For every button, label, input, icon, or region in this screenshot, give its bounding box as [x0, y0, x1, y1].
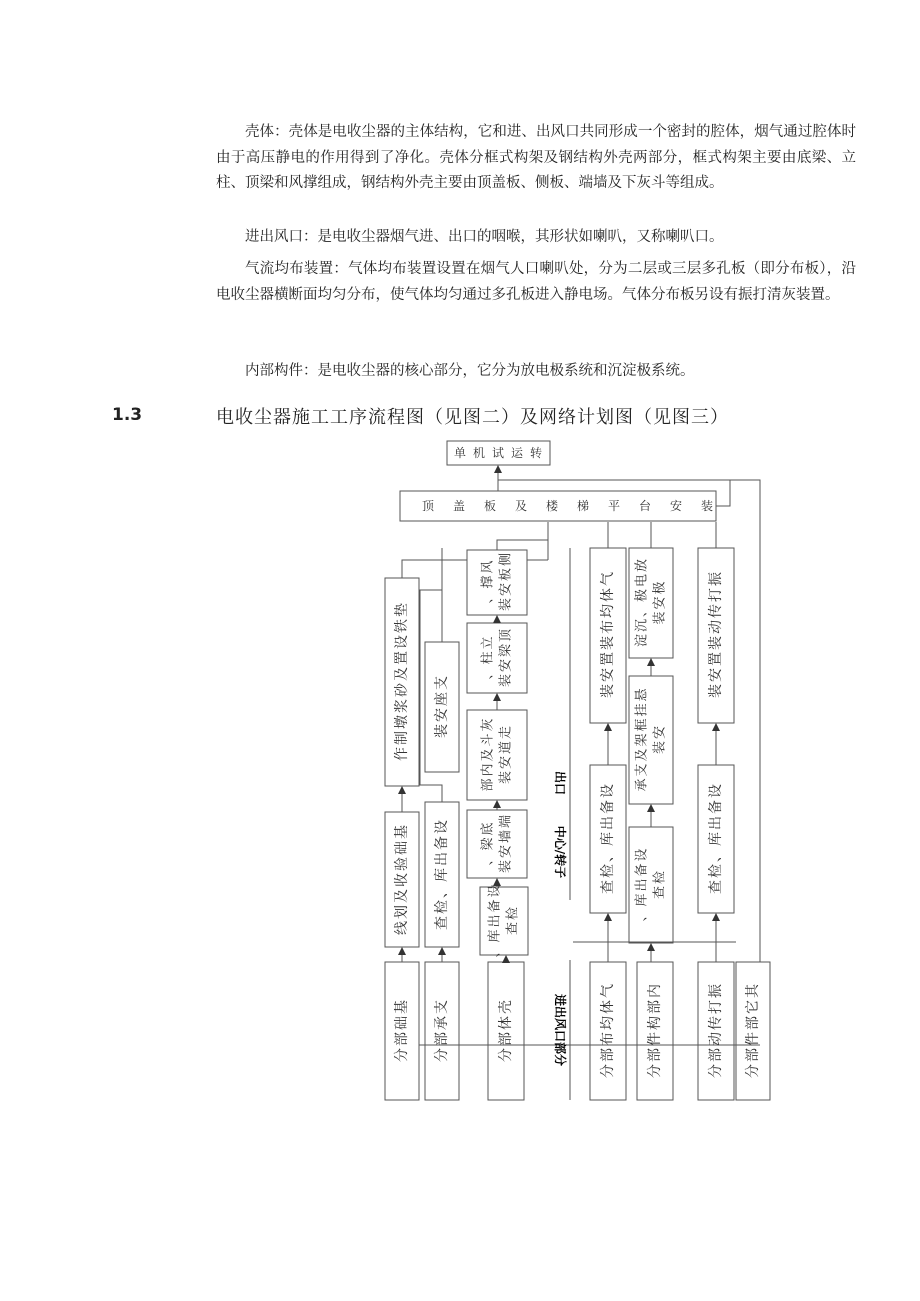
box-internal	[637, 962, 673, 1100]
svg-text:支: 支	[434, 676, 450, 690]
svg-text:传: 传	[708, 1016, 724, 1030]
svg-text:出: 出	[434, 852, 450, 866]
svg-text:斗: 斗	[480, 733, 496, 747]
svg-text:盖: 盖	[452, 499, 466, 513]
box-support	[425, 962, 459, 1100]
text-col5-inspect-a	[634, 848, 650, 921]
box-rapping	[698, 962, 734, 1100]
svg-text:设: 设	[434, 820, 450, 834]
svg-text:传: 传	[708, 604, 724, 618]
svg-text:、: 、	[434, 884, 450, 898]
text-col3-s1-a	[480, 822, 496, 865]
svg-text:风: 风	[480, 560, 496, 574]
svg-text:架: 架	[634, 733, 650, 747]
svg-text:支: 支	[434, 1000, 450, 1014]
svg-text:台: 台	[638, 499, 652, 513]
svg-text:及: 及	[394, 889, 410, 903]
svg-text:灰: 灰	[480, 718, 496, 732]
svg-text:置: 置	[600, 652, 616, 666]
svg-text:安: 安	[498, 658, 514, 673]
svg-text:打: 打	[708, 1000, 724, 1014]
svg-text:检: 检	[505, 906, 521, 921]
svg-text:部: 部	[745, 1048, 761, 1062]
svg-text:查: 查	[434, 916, 450, 930]
svg-text:库: 库	[487, 929, 503, 943]
svg-text:放: 放	[634, 558, 650, 573]
svg-text:出: 出	[708, 816, 724, 830]
svg-text:划: 划	[394, 905, 410, 919]
text-col3-inspect-b	[505, 907, 521, 935]
svg-text:楼: 楼	[545, 499, 559, 513]
svg-text:安: 安	[652, 596, 668, 610]
svg-text:分: 分	[394, 1048, 410, 1062]
svg-text:出: 出	[634, 878, 650, 892]
svg-text:铁: 铁	[394, 619, 410, 633]
svg-text:查: 查	[600, 880, 616, 894]
svg-text:分: 分	[600, 1064, 616, 1078]
svg-text:电: 电	[634, 573, 650, 588]
svg-text:及: 及	[634, 748, 650, 762]
svg-text:板: 板	[498, 567, 514, 582]
svg-text:部: 部	[434, 1032, 450, 1046]
svg-text:、: 、	[634, 603, 650, 618]
svg-text:分: 分	[708, 1064, 724, 1078]
svg-text:体: 体	[498, 1016, 514, 1030]
svg-text:气: 气	[600, 984, 616, 998]
svg-text:体: 体	[600, 588, 616, 602]
svg-text:动: 动	[708, 620, 724, 634]
text-col3-s3-a	[480, 636, 496, 679]
svg-text:装: 装	[600, 684, 616, 698]
svg-text:壳: 壳	[498, 1000, 514, 1014]
svg-text:分: 分	[434, 1048, 450, 1062]
svg-text:侧: 侧	[498, 552, 514, 567]
svg-text:试: 试	[491, 446, 505, 460]
svg-text:均: 均	[600, 1016, 616, 1030]
text-col3-s3-b	[498, 628, 514, 687]
svg-text:础: 础	[394, 1016, 410, 1030]
svg-text:置: 置	[708, 652, 724, 666]
svg-text:梁: 梁	[480, 837, 496, 851]
svg-text:柱: 柱	[480, 651, 496, 665]
svg-text:备: 备	[487, 899, 503, 913]
svg-text:置: 置	[394, 651, 410, 665]
svg-text:打: 打	[708, 588, 724, 602]
text-col5-s1-b	[652, 726, 668, 754]
svg-text:顶: 顶	[498, 628, 514, 643]
paragraph-internal-parts: 内部构件：是电收尘器的核心部分，它分为放电极系统和沉淀极系统。	[245, 363, 695, 379]
svg-text:、: 、	[708, 848, 724, 862]
svg-text:、: 、	[480, 666, 496, 680]
svg-text:撑: 撑	[480, 575, 496, 589]
svg-text:制: 制	[394, 731, 410, 745]
svg-text:墙: 墙	[498, 829, 514, 844]
svg-text:安: 安	[652, 725, 668, 740]
text-col3-s4-b	[498, 553, 514, 611]
svg-text:础: 础	[394, 841, 410, 855]
svg-text:出: 出	[600, 816, 616, 830]
svg-text:机: 机	[472, 446, 486, 460]
svg-text:安: 安	[498, 755, 514, 770]
svg-text:设: 设	[394, 635, 410, 649]
svg-text:装: 装	[652, 611, 668, 625]
text-col3-s2-b	[498, 726, 514, 784]
svg-text:分: 分	[498, 1048, 514, 1062]
svg-text:垫: 垫	[394, 603, 410, 617]
svg-text:检: 检	[652, 870, 668, 885]
svg-text:端: 端	[498, 814, 514, 829]
svg-text:库: 库	[708, 832, 724, 846]
svg-text:转: 转	[529, 446, 543, 460]
svg-text:出: 出	[487, 914, 503, 928]
svg-text:挂: 挂	[634, 703, 650, 717]
svg-text:线: 线	[394, 921, 410, 935]
text-col3-s2-a	[480, 718, 496, 791]
svg-text:单: 单	[453, 446, 467, 460]
svg-text:浆: 浆	[394, 699, 410, 713]
svg-text:、: 、	[480, 590, 496, 604]
svg-text:部: 部	[745, 1016, 761, 1030]
svg-text:振: 振	[708, 984, 724, 998]
text-col5-s2-b	[652, 581, 668, 624]
svg-text:部: 部	[600, 1048, 616, 1062]
svg-text:收: 收	[394, 873, 410, 887]
svg-text:道: 道	[498, 740, 514, 755]
svg-text:设: 设	[600, 784, 616, 798]
svg-text:部: 部	[498, 1032, 514, 1046]
svg-text:动: 动	[708, 1032, 724, 1046]
svg-text:装: 装	[708, 684, 724, 698]
svg-text:承: 承	[434, 1016, 450, 1030]
svg-text:部: 部	[647, 1000, 663, 1014]
svg-text:、: 、	[600, 848, 616, 862]
paragraph-inlet-outlet: 进出风口：是电收尘器烟气进、出口的咽喉，其形状如喇叭，又称喇叭口。	[245, 229, 724, 245]
label-outlet: 出口	[553, 770, 567, 796]
svg-text:内: 内	[480, 763, 496, 777]
svg-text:布: 布	[600, 1032, 616, 1046]
svg-text:部: 部	[394, 1032, 410, 1046]
svg-text:部: 部	[480, 778, 496, 792]
svg-text:装: 装	[498, 673, 514, 688]
box-foundation	[385, 962, 419, 1100]
svg-text:设: 设	[708, 784, 724, 798]
svg-text:检: 检	[708, 864, 724, 878]
svg-text:运: 运	[510, 446, 524, 460]
svg-text:安: 安	[600, 668, 616, 682]
svg-text:淀: 淀	[634, 633, 650, 648]
paragraph-gas-distribution: 气流均布装置：气体均布装置设置在烟气人口喇叭处，分为二层或三层多孔板（即分布板），沿电收尘器横断面均匀分布，使气体均匀通过多孔板进入静电场。气体分布板另设有振打清灰装置。	[216, 261, 856, 303]
svg-text:装: 装	[700, 499, 714, 513]
svg-text:承: 承	[634, 778, 650, 792]
svg-text:设: 设	[634, 848, 650, 862]
svg-text:检: 检	[600, 864, 616, 878]
svg-text:座: 座	[434, 692, 450, 706]
svg-text:基: 基	[394, 1000, 410, 1014]
svg-text:装: 装	[600, 636, 616, 650]
svg-text:安: 安	[498, 582, 514, 597]
text-col2-inspect	[433, 820, 450, 930]
box-shell	[488, 962, 524, 1100]
svg-text:底: 底	[480, 822, 496, 836]
svg-text:查: 查	[652, 885, 668, 900]
svg-text:库: 库	[434, 868, 450, 882]
svg-text:及: 及	[514, 499, 528, 513]
svg-text:装: 装	[498, 597, 514, 612]
svg-text:分: 分	[745, 1064, 761, 1078]
svg-text:、: 、	[634, 908, 650, 922]
svg-text:均: 均	[600, 604, 616, 618]
svg-text:基: 基	[394, 825, 410, 839]
svg-text:极: 极	[634, 588, 650, 603]
svg-text:板: 板	[483, 499, 497, 513]
svg-text:梁: 梁	[498, 643, 514, 658]
svg-text:安: 安	[708, 668, 724, 682]
label-inlet-outlet: 进出风口部分	[553, 993, 567, 1067]
svg-text:件: 件	[745, 1032, 761, 1046]
svg-text:部: 部	[647, 1048, 663, 1062]
svg-text:及: 及	[480, 748, 496, 762]
svg-text:库: 库	[600, 832, 616, 846]
svg-text:查: 查	[505, 921, 521, 936]
svg-text:装: 装	[434, 724, 450, 738]
svg-text:验: 验	[394, 857, 410, 871]
svg-text:走: 走	[498, 725, 514, 740]
svg-text:极: 极	[652, 581, 668, 595]
svg-text:墩: 墩	[394, 715, 410, 729]
svg-text:备: 备	[600, 800, 616, 814]
text-col6-inspect	[707, 784, 724, 894]
svg-text:库: 库	[634, 893, 650, 907]
svg-text:布: 布	[600, 620, 616, 634]
svg-text:其: 其	[745, 984, 761, 998]
svg-text:备: 备	[634, 863, 650, 877]
svg-text:备: 备	[434, 836, 450, 850]
svg-text:沉: 沉	[634, 618, 650, 633]
svg-text:安: 安	[434, 708, 450, 722]
svg-text:气: 气	[600, 572, 616, 586]
section-title: 电收尘器施工工序流程图（见图二）及网络计划图（见图三）	[216, 407, 729, 428]
svg-text:构: 构	[647, 1016, 663, 1030]
text-col1-inspect	[393, 825, 410, 935]
svg-text:检: 检	[434, 900, 450, 914]
label-center: 中心/转子	[553, 825, 567, 879]
svg-text:它: 它	[745, 1000, 761, 1014]
svg-text:砂: 砂	[394, 683, 410, 697]
text-col3-s1-b	[498, 815, 514, 873]
svg-text:梯: 梯	[576, 499, 590, 513]
svg-text:备: 备	[708, 800, 724, 814]
svg-text:安: 安	[669, 499, 683, 513]
paragraph-shell: 壳体：壳体是电收尘器的主体结构，它和进、出风口共同形成一个密封的腔体，烟气通过腔体时由于高压静电的作用得到了净化。壳体分框式构架及钢结构外壳两部分，框式构架主要由底梁、立柱、顶梁和风撑组成，钢结构外壳主要由顶盖板、侧板、端墙及下灰斗等组成。	[216, 124, 856, 191]
svg-text:、: 、	[480, 852, 496, 866]
svg-text:振: 振	[708, 572, 724, 586]
svg-text:平: 平	[607, 499, 621, 513]
svg-text:及: 及	[394, 667, 410, 681]
svg-text:顶: 顶	[421, 499, 435, 513]
box-gas	[590, 962, 626, 1100]
svg-text:内: 内	[647, 984, 663, 998]
svg-text:件: 件	[647, 1032, 663, 1046]
svg-text:立: 立	[480, 636, 496, 650]
svg-text:装: 装	[498, 859, 514, 874]
svg-text:、: 、	[487, 944, 503, 958]
box-other	[736, 962, 770, 1100]
svg-text:查: 查	[708, 880, 724, 894]
svg-text:支: 支	[634, 763, 650, 777]
svg-text:作: 作	[394, 747, 410, 761]
svg-text:装: 装	[498, 770, 514, 785]
text-col3-s4-a	[480, 560, 496, 603]
text-col3-inspect-a	[487, 884, 503, 957]
text-col5-inspect-b	[652, 871, 668, 899]
svg-text:分: 分	[647, 1064, 663, 1078]
svg-text:装: 装	[652, 740, 668, 755]
svg-text:部: 部	[708, 1048, 724, 1062]
svg-text:设: 设	[487, 884, 503, 898]
section-number: 1.3	[112, 405, 143, 425]
svg-text:框: 框	[634, 718, 650, 732]
svg-text:安: 安	[498, 844, 514, 859]
svg-text:悬: 悬	[634, 688, 650, 702]
svg-text:体: 体	[600, 1000, 616, 1014]
text-col4-inspect	[599, 784, 616, 894]
svg-text:装: 装	[708, 636, 724, 650]
